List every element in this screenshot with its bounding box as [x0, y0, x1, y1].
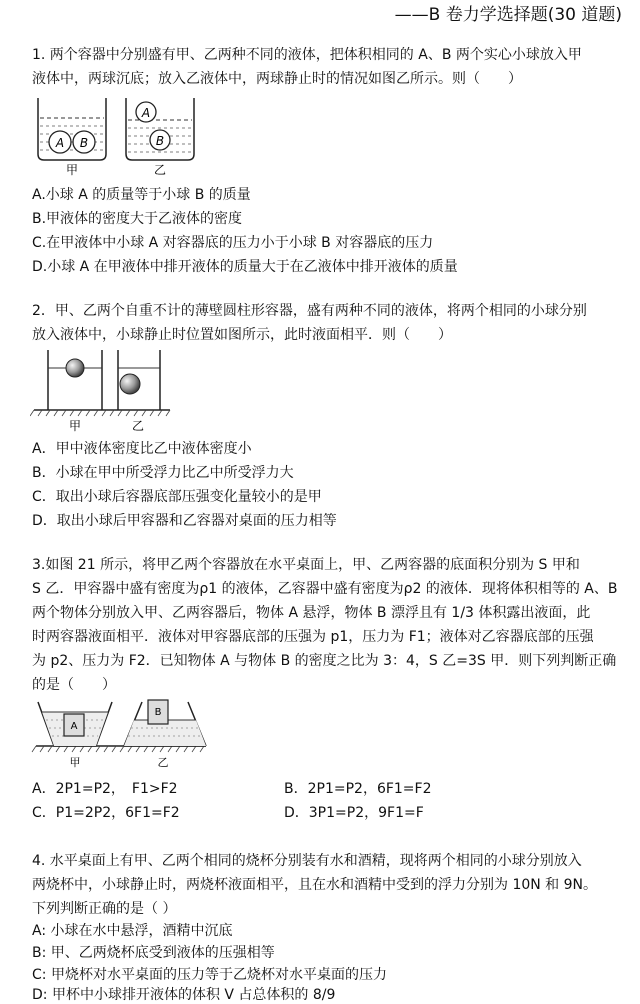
- q1-label-b-jia: B: [79, 136, 89, 150]
- q1-label-b-yi: B: [155, 134, 165, 148]
- q3-caption-yi: 乙: [157, 756, 169, 769]
- q2-option-c: C．取出小球后容器底部压强变化量较小的是甲: [32, 489, 322, 505]
- q4-option-b: B: 甲、乙两烧杯底受到液体的压强相等: [32, 945, 275, 961]
- q1-stem-line2: 液体中，两球沉底；放入乙液体中，两球静止时的情况如图乙所示。则（ ）: [32, 71, 522, 87]
- q1-label-a-jia: A: [55, 136, 65, 150]
- q3-option-b: B．2P1=P2，6F1=F2: [284, 781, 432, 797]
- q3-stem-line3: 两个物体分别放入甲、乙两容器后，物体 A 悬浮，物体 B 漂浮且有 1/3 体积露出液面，此: [32, 605, 591, 621]
- q4-option-c: C: 甲烧杯对水平桌面的压力等于乙烧杯对水平桌面的压力: [32, 967, 387, 983]
- q1-container-jia: [38, 98, 106, 160]
- q3-label-a: A: [70, 721, 78, 732]
- q3-stem-line2: S 乙．甲容器中盛有密度为ρ1 的液体，乙容器中盛有密度为ρ2 的液体．现将体积相等的 A、B: [32, 581, 618, 597]
- q3-container-yi: [124, 700, 206, 746]
- q1-option-a: A.小球 A 的质量等于小球 B 的质量: [32, 187, 251, 203]
- q2-option-d: D．取出小球后甲容器和乙容器对桌面的压力相等: [32, 513, 337, 529]
- q3-label-b: B: [154, 707, 162, 718]
- q3-stem-line4: 时两容器液面相平．液体对甲容器底部的压强为 p1，压力为 F1；液体对乙容器底部的压强: [32, 629, 594, 645]
- q3-option-a: A．2P1=P2， F1>F2: [32, 781, 178, 797]
- page-header: ——B 卷力学选择题(30 道题): [394, 5, 622, 25]
- q2-container-jia: [48, 350, 102, 410]
- q3-option-d: D．3P1=P2，9F1=F: [284, 805, 424, 821]
- q2-caption-yi: 乙: [131, 419, 145, 433]
- q2-stem-line1: 2．甲、乙两个自重不计的薄壁圆柱形容器，盛有两种不同的液体，将两个相同的小球分别: [32, 303, 587, 319]
- q3-stem-line5: 为 p2、压力为 F2．已知物体 A 与物体 B 的密度之比为 3：4，S 乙=3S 甲．则下列判断正确: [32, 653, 617, 669]
- q4-option-d: D: 甲杯中小球排开液体的体积 V 占总体积的 8/9: [32, 987, 336, 1003]
- q4-stem-line2: 两烧杯中，小球静止时，两烧杯液面相平，且在水和酒精中受到的浮力分别为 10N 和 9N。: [32, 877, 598, 893]
- q2-container-yi: [118, 350, 160, 410]
- q1-option-c: C.在甲液体中小球 A 对容器底的压力小于小球 B 对容器底的压力: [32, 235, 434, 251]
- q2-caption-jia: 甲: [68, 419, 82, 433]
- q3-option-c: C．P1=2P2，6F1=F2: [32, 805, 180, 821]
- q3-figure: [30, 694, 210, 772]
- q3-caption-jia: 甲: [69, 756, 81, 769]
- q1-label-a-yi: A: [141, 106, 151, 120]
- q4-option-a: A: 小球在水中悬浮，酒精中沉底: [32, 923, 233, 939]
- q2-stem-line2: 放入液体中，小球静止时位置如图所示，此时液面相平．则（ ）: [32, 327, 452, 343]
- q1-figure: [30, 96, 210, 176]
- q2-option-a: A．甲中液体密度比乙中液体密度小: [32, 441, 252, 457]
- q1-container-yi: [126, 98, 194, 160]
- q4-stem-line1: 4. 水平桌面上有甲、乙两个相同的烧杯分别装有水和酒精，现将两个相同的小球分别放入: [32, 853, 582, 869]
- q3-stem-line6: 的是（ ）: [32, 677, 116, 693]
- q4-stem-line3: 下列判断正确的是（ ）: [32, 901, 177, 917]
- q2-ball-yi: [120, 374, 140, 394]
- q3-stem-line1: 3.如图 21 所示，将甲乙两个容器放在水平桌面上，甲、乙两容器的底面积分别为 S 甲和: [32, 557, 580, 573]
- q2-ball-jia: [66, 359, 84, 377]
- q1-stem-line1: 1. 两个容器中分别盛有甲、乙两种不同的液体，把体积相同的 A、B 两个实心小球放入甲: [32, 47, 582, 63]
- q1-option-d: D.小球 A 在甲液体中排开液体的质量大于在乙液体中排开液体的质量: [32, 259, 458, 275]
- q2-figure: [30, 346, 180, 436]
- q1-caption-jia: 甲: [65, 163, 79, 176]
- q3-container-jia: [38, 702, 112, 746]
- q1-option-b: B.甲液体的密度大于乙液体的密度: [32, 211, 243, 227]
- q1-caption-yi: 乙: [153, 163, 167, 176]
- q2-option-b: B．小球在甲中所受浮力比乙中所受浮力大: [32, 465, 294, 481]
